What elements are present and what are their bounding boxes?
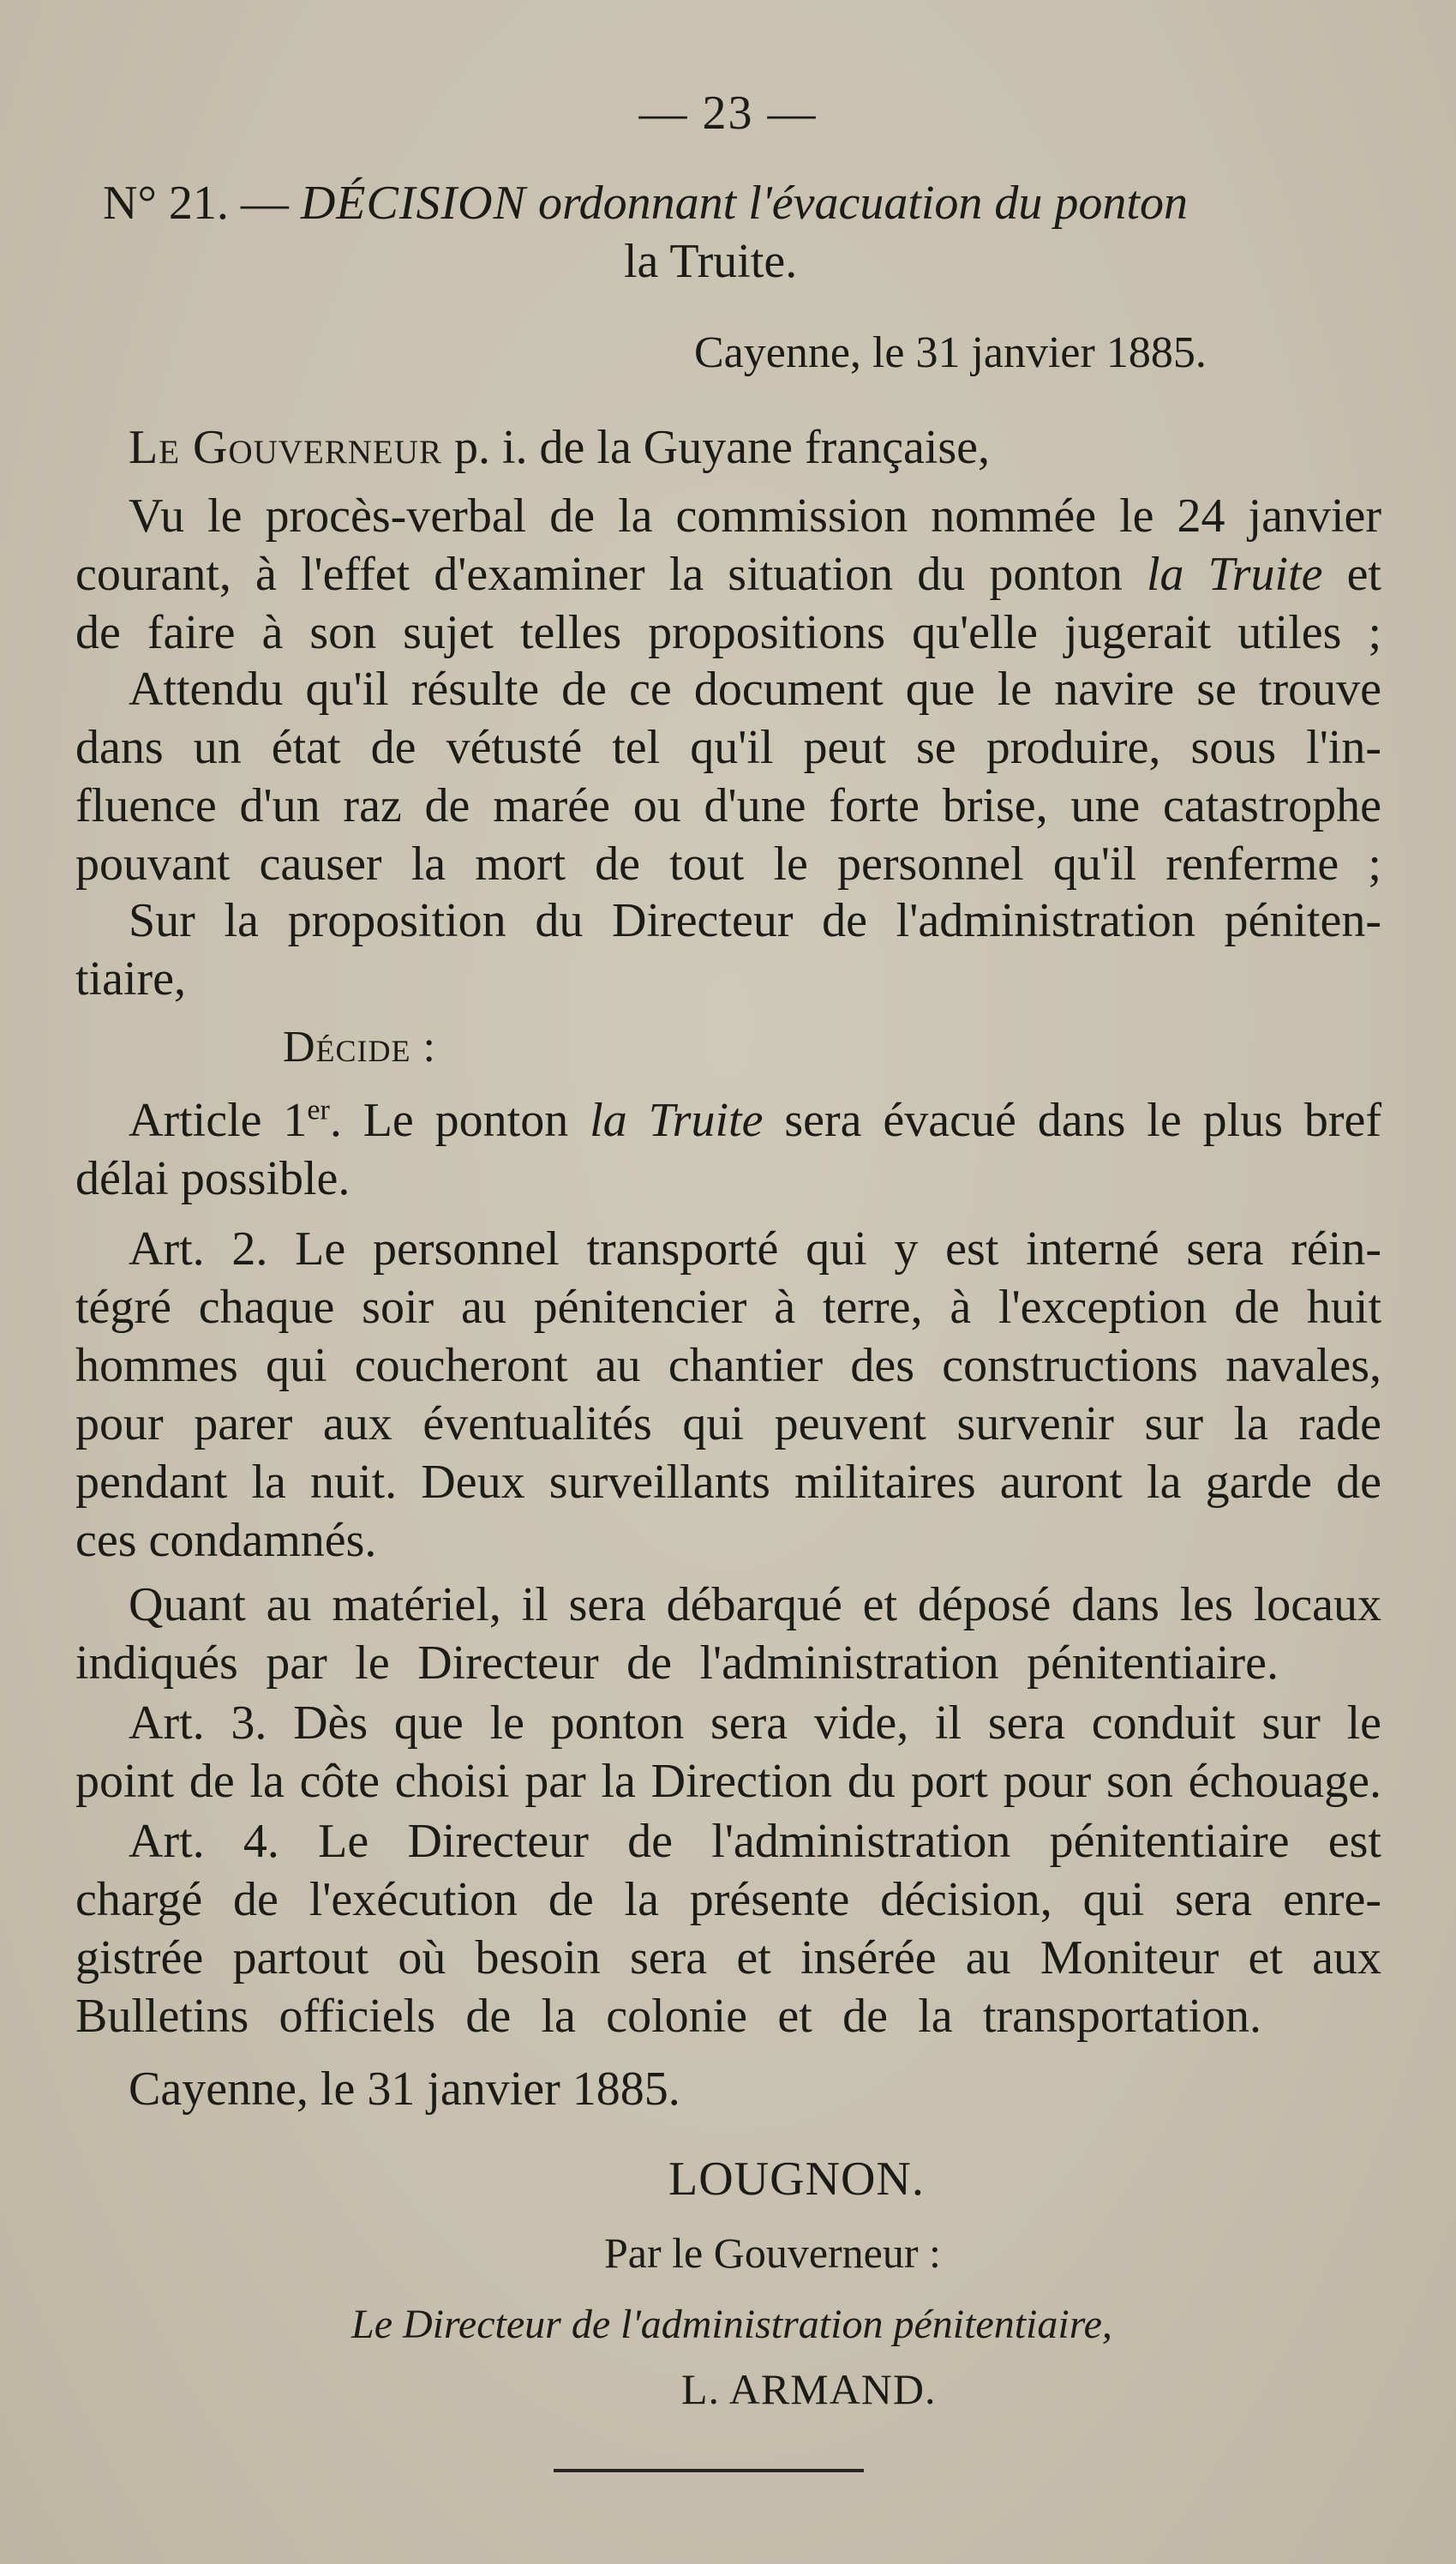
text-line: pendant la nuit. Deux surveillants militaires auront la garde de [75, 1456, 1381, 1509]
decision-title-caps: DÉCISION [300, 177, 526, 230]
date-bottom: Cayenne, le 31 janvier 1885. [129, 2063, 680, 2116]
decision-title: ordonnant l'évacuation du ponton [537, 177, 1188, 230]
par-le-gouverneur: Par le Gouverneur : [604, 2229, 941, 2277]
decide-heading: Décide : [283, 1023, 436, 1072]
text-line: fluence d'un raz de marée ou d'une forte brise, une catastrophe [75, 779, 1381, 832]
director-title: Le Directeur de l'administration pénitentiaire, [351, 2302, 1112, 2347]
closing-rule [554, 2469, 864, 2472]
text-line: dans un état de vétusté tel qu'il peut se produire, sous l'in- [75, 721, 1381, 774]
text-line: pour parer aux éventualités qui peuvent survenir sur la rade [75, 1397, 1381, 1450]
text-line: Bulletins officiels de la colonie et de la transportation. [75, 1990, 1261, 2043]
text-line: Sur la proposition du Directeur de l'administration péniten- [129, 894, 1381, 947]
text-line: Art. 4. Le Directeur de l'administration pénitentiaire est [129, 1815, 1381, 1868]
text-line: Article 1er. Le ponton la Truite sera évacué dans le plus bref [129, 1094, 1382, 1147]
text-line: Art. 2. Le personnel transporté qui y est interné sera réin- [129, 1222, 1381, 1276]
text-line: Attendu qu'il résulte de ce document que le navire se trouve [129, 663, 1381, 716]
place-date-top: Cayenne, le 31 janvier 1885. [694, 328, 1207, 377]
page-number: — 23 — [638, 87, 818, 140]
text-line: Vu le procès-verbal de la commission nommée le 24 janvier [129, 489, 1381, 543]
text-line: tégré chaque soir au pénitencier à terre, à l'exception de huit [75, 1281, 1381, 1334]
text-line: de faire à son sujet telles propositions qu'elle jugerait utiles ; [75, 606, 1381, 659]
governor-signature: LOUGNON. [668, 2153, 925, 2206]
text-line: indiqués par le Directeur de l'administration pénitentiaire. [75, 1636, 1279, 1690]
text-line: Art. 3. Dès que le ponton sera vide, il sera conduit sur le [129, 1696, 1381, 1750]
text-line: délai possible. [75, 1152, 351, 1205]
director-name: L. ARMAND. [681, 2365, 937, 2413]
governor-caps: Le Gouverneur [129, 421, 442, 474]
text-line: courant, à l'effet d'examiner la situation du ponton la Truite et [75, 548, 1381, 601]
text-line: hommes qui coucheront au chantier des constructions navales, [75, 1339, 1381, 1392]
text-line: Quant au matériel, il sera débarqué et déposé dans les locaux [129, 1578, 1381, 1631]
decision-title-line2: la Truite. [624, 235, 798, 288]
text-line: gistrée partout où besoin sera et insérée au Moniteur et aux [75, 1931, 1381, 1985]
text-line: ces condamnés. [75, 1514, 377, 1567]
text-line: chargé de l'exécution de la présente décision, qui sera enre- [75, 1873, 1381, 1926]
text-line: pouvant causer la mort de tout le personnel qu'il renferme ; [75, 838, 1381, 891]
decision-number: N° 21. [103, 177, 229, 230]
text-line: tiaire, [75, 952, 187, 1006]
text-line: point de la côte choisi par la Direction du port pour son échouage. [75, 1755, 1381, 1808]
intro-line: Le Gouverneur p. i. de la Guyane française, [129, 421, 991, 474]
decision-heading: N° 21. — DÉCISION ordonnant l'évacuation du ponton [103, 177, 1188, 230]
